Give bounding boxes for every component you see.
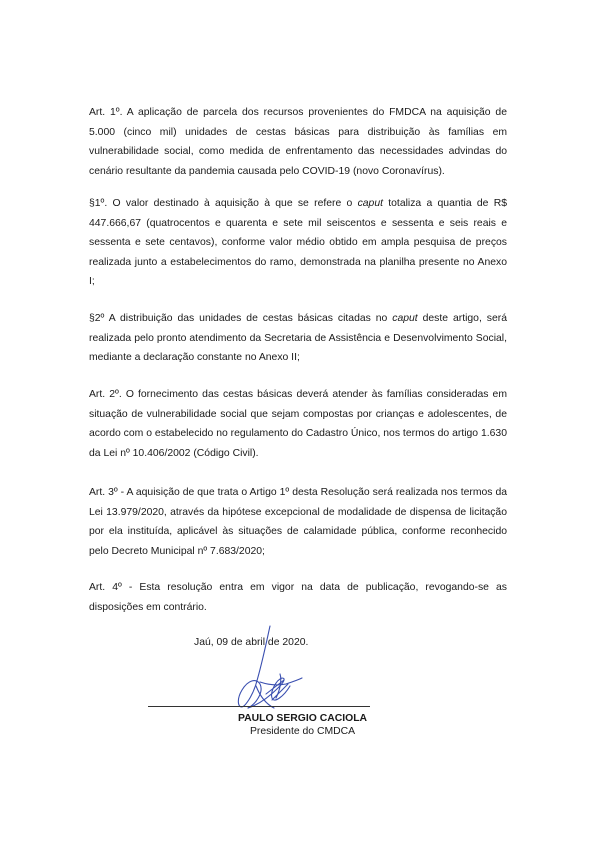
signature-line: [148, 706, 370, 707]
paragraph-1-text-end: totaliza a quantia de R$ 447.666,67 (quatrocentos e quarenta e sete mil seiscentos e sessenta e seis reais e sessenta e sete centavos), conforme valor médio obtido em ampla pesquisa de preços realizada junto a estabelecimentos do ramo, demonstrada na planilha presente no Anexo I;: [89, 198, 507, 288]
article-2: Art. 2º. O fornecimento das cestas básicas deverá atender às famílias consideradas em situação de vulnerabilidade social que sejam compostas por crianças e adolescentes, de acordo com o estabelecido no regulamento do Cadastro Único, nos termos do artigo 1.630 da Lei nº 10.406/2002 (Código Civil).: [89, 389, 507, 459]
place-date: Jaú, 09 de abril de 2020.: [194, 637, 309, 648]
article-4: Art. 4º - Esta resolução entra em vigor na data de publicação, revogando-se as disposições em contrário.: [89, 582, 507, 613]
paragraph-2-text-end: deste artigo, será realizada pelo pronto atendimento da Secretaria de Assistência e Desenvolvimento Social, mediante a declaração constante no Anexo II;: [89, 313, 507, 364]
paragraph-2: [89, 309, 507, 368]
signer-role: Presidente do CMDCA: [249, 726, 356, 737]
paragraph-1: [89, 194, 507, 292]
article-1: Art. 1º. A aplicação de parcela dos recursos provenientes do FMDCA na aquisição de 5.000 (cinco mil) unidades de cestas básicas para distribuição às famílias em vulnerabilidade social, como medida de enfrentamento das necessidades advindas do cenário resultante da pandemia causada pelo COVID-19 (novo Coronavírus).: [89, 107, 507, 177]
paragraph-1-text-start: §1º. O valor destinado à aquisição à que se refere o: [89, 198, 358, 209]
article-3: Art. 3º - A aquisição de que trata o Artigo 1º desta Resolução será realizada nos termos da Lei 13.979/2020, através da hipótese excepcional de modalidade de dispensa de licitação por ela instituída, aplicável às situações de calamidade pública, conforme reconhecido pelo Decreto Municipal nº 7.683/2020;: [89, 487, 507, 557]
paragraph-2-text-start: §2º A distribuição das unidades de cestas básicas citadas no: [89, 313, 393, 324]
caput-term: caput: [357, 198, 383, 209]
signer-name: PAULO SERGIO CACIOLA: [237, 713, 368, 724]
handwritten-signature: [226, 624, 306, 724]
caput-term: caput: [392, 313, 418, 324]
